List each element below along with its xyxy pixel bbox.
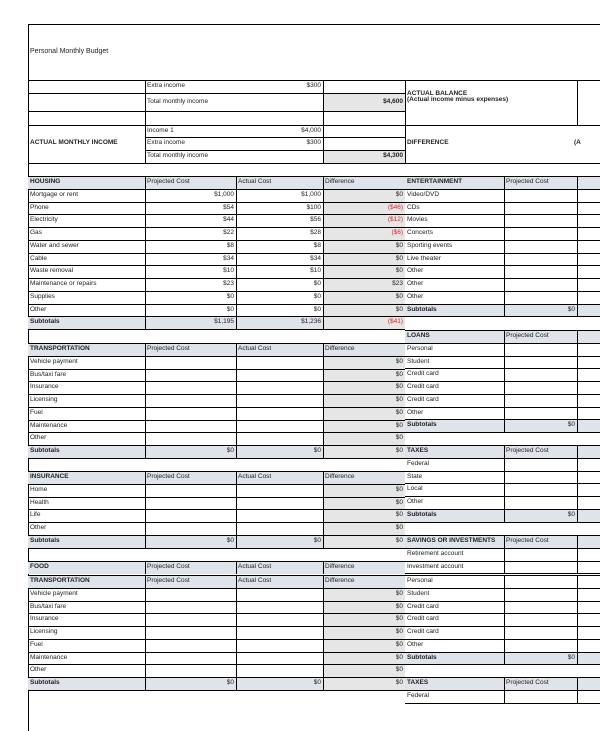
row-label: Fuel [30, 408, 43, 416]
row-label: Cable [30, 254, 47, 262]
grid-line [504, 535, 505, 573]
row-label: Local [407, 485, 423, 493]
grid-line [577, 575, 578, 664]
difference-value: $0 [395, 267, 403, 275]
grid-line [28, 329, 405, 330]
subtotal-difference: ($41) [387, 318, 403, 326]
difference-value: ($6) [391, 229, 403, 236]
total-income-value: $4,600 [383, 98, 403, 105]
col-difference: Difference [325, 563, 355, 570]
row-label: Maintenance or repairs [30, 280, 97, 287]
row-label: Student [407, 589, 430, 597]
difference-value: $0 [395, 589, 403, 597]
actual-value: $10 [310, 267, 321, 275]
actual-value: $8 [313, 241, 321, 249]
row-label: Credit card [407, 602, 439, 610]
grid-line [504, 575, 505, 664]
row-label: Life [30, 511, 41, 519]
grid-line [145, 575, 146, 690]
row-label: Personal [407, 577, 433, 584]
grid-line [145, 343, 146, 458]
grid-line [145, 561, 146, 574]
grid-line [504, 677, 505, 703]
projected-value: $54 [223, 203, 234, 211]
actual-value: $100 [306, 203, 321, 211]
section-title: LOANS [407, 332, 430, 339]
col-projected: Projected Cost [147, 345, 190, 352]
difference-value: (A [574, 139, 581, 146]
projected-value: $0 [226, 292, 234, 300]
subtotal-actual: $0 [313, 536, 321, 544]
difference-value: $0 [395, 254, 403, 262]
col-difference: Difference [325, 345, 355, 352]
grid-line [405, 522, 600, 523]
subtotal-difference: $0 [395, 447, 403, 454]
actual-value: $0 [313, 305, 321, 313]
difference-value: ($46) [387, 203, 403, 211]
difference-value: $0 [395, 396, 403, 403]
subtotal-projected: $0 [226, 447, 234, 454]
col-projected: Projected Cost [147, 178, 190, 185]
projected-value: $22 [223, 229, 234, 236]
projected-value: $1,000 [214, 190, 234, 198]
grid-line [577, 677, 578, 703]
total-income-label: Total monthly income [147, 98, 209, 105]
row-label: Other [30, 524, 47, 531]
col-projected: Projected Cost [506, 447, 549, 454]
grid-line [323, 471, 324, 548]
grid-line [405, 316, 600, 317]
grid-line [405, 80, 406, 125]
grid-line [504, 330, 505, 432]
row-label: Other [407, 280, 424, 287]
subtotal-difference: $0 [395, 679, 403, 686]
row-label: Student [407, 357, 430, 365]
row-label: Licensing [30, 396, 58, 403]
row-label: Bus/taxi fare [30, 602, 67, 610]
row-label: Concerts [407, 229, 434, 236]
row-label: Credit card [407, 615, 439, 623]
difference-value: $0 [395, 666, 403, 674]
subtotal-label: Subtotals [407, 653, 437, 661]
row-label: Vehicle payment [30, 589, 78, 597]
row-label: Fuel [30, 640, 43, 648]
row-label: Federal [407, 459, 430, 467]
total2-value: $4,300 [383, 152, 403, 159]
subtotal-projected: $0 [226, 536, 234, 544]
subtotal-label: Subtotals [407, 510, 437, 518]
grid-line [405, 664, 600, 665]
col-actual: Actual Cost [238, 178, 272, 185]
section-title: TRANSPORTATION [30, 577, 90, 584]
difference-value: $0 [395, 615, 403, 623]
subtotal-value: $0 [567, 653, 575, 661]
row-label: Other [407, 498, 424, 505]
difference-value: $0 [395, 357, 403, 365]
difference-value: $0 [395, 421, 403, 429]
row-label: Federal [407, 691, 430, 699]
grid-line [28, 575, 405, 576]
row-label: Supplies [30, 292, 55, 300]
projected-value: $8 [226, 241, 234, 249]
subtotal-label: Subtotals [30, 318, 60, 326]
income1-label: Income 1 [147, 127, 174, 134]
grid-line [236, 575, 237, 690]
section-title: TAXES [407, 447, 429, 454]
row-label: Live theater [407, 254, 441, 262]
row-label: Video/DVD [407, 190, 440, 198]
grid-line [145, 176, 146, 329]
extra-income-value: $300 [306, 82, 321, 89]
grid-line [405, 445, 600, 446]
actual-value: $0 [313, 292, 321, 300]
row-label: Credit card [407, 370, 439, 378]
extra-income-label: Extra income [147, 82, 185, 89]
grid-line [323, 575, 324, 690]
grid-line [577, 176, 578, 316]
row-label: Gas [30, 229, 42, 236]
row-label: Licensing [30, 628, 58, 635]
row-label: Maintenance [30, 653, 68, 661]
actual-value: $34 [310, 254, 321, 262]
row-label: Other [30, 666, 47, 674]
row-label: Health [30, 498, 49, 506]
row-label: Retirement account [407, 549, 464, 557]
actual-value: $0 [313, 280, 321, 287]
difference-value: $0 [395, 485, 403, 493]
subtotal-actual: $0 [313, 447, 321, 454]
difference-value: $23 [392, 280, 403, 287]
col-projected: Projected Cost [506, 332, 549, 339]
section-title: SAVINGS OR INVESTMENTS [407, 537, 496, 544]
col-actual: Actual Cost [238, 563, 272, 570]
subtotal-value: $0 [567, 305, 575, 313]
difference-value: $0 [395, 653, 403, 661]
difference-value: $0 [395, 511, 403, 519]
projected-value: $44 [223, 216, 234, 224]
col-actual: Actual Cost [238, 577, 272, 584]
row-label: Vehicle payment [30, 357, 78, 365]
section-title: TRANSPORTATION [30, 345, 90, 352]
row-label: Personal [407, 344, 433, 352]
col-projected: Projected Cost [147, 577, 190, 584]
grid-line [405, 176, 600, 177]
row-label: Insurance [30, 615, 59, 623]
grid-line [28, 548, 405, 549]
subtotal-label: Subtotals [30, 536, 60, 544]
grid-line [28, 176, 405, 177]
difference-value: $0 [395, 305, 403, 313]
row-label: Bus/taxi fare [30, 370, 67, 378]
actual-value: $28 [310, 229, 321, 236]
section-title: HOUSING [30, 178, 61, 185]
difference-label: DIFFERENCE [407, 139, 449, 146]
food-title: FOOD [30, 563, 49, 570]
col-difference: Difference [325, 577, 355, 584]
grid-line [28, 690, 405, 691]
subtotal-label: Subtotals [30, 447, 60, 454]
actual-balance-label: ACTUAL BALANCE [407, 90, 468, 97]
row-label: Credit card [407, 383, 439, 390]
extra-income2-label: Extra income [147, 139, 185, 146]
grid-line [577, 80, 578, 125]
total2-label: Total monthly income [147, 152, 209, 159]
row-label: Credit card [407, 395, 439, 403]
grid-line [28, 561, 405, 562]
difference-value: $0 [395, 370, 403, 378]
grid-line [577, 445, 578, 522]
difference-value: $0 [395, 628, 403, 635]
extra-income2-value: $300 [306, 139, 321, 146]
difference-value: $0 [395, 408, 403, 416]
col-projected: Projected Cost [506, 679, 549, 686]
row-label: Credit card [407, 628, 439, 635]
grid-line [28, 471, 405, 472]
grid-line [145, 471, 146, 548]
grid-line [405, 432, 600, 433]
row-label: Sporting events [407, 241, 453, 249]
row-label: Other [30, 434, 47, 442]
actual-value: $1,000 [301, 190, 321, 198]
col-difference: Difference [325, 473, 355, 480]
row-label: Other [30, 305, 47, 313]
difference-value: $0 [395, 434, 403, 442]
grid-line [145, 125, 146, 163]
grid-line [504, 445, 505, 522]
section-title: ENTERTAINMENT [407, 178, 463, 185]
grid-line [405, 125, 406, 163]
grid-line [405, 677, 600, 678]
grid-line [28, 93, 405, 94]
row-label: Maintenance [30, 421, 68, 429]
actual-balance-sub: (Actual income minus expenses) [407, 96, 509, 103]
difference-value: $0 [395, 190, 403, 198]
row-label: Movies [407, 216, 428, 224]
row-label: Electricity [30, 216, 58, 224]
col-actual: Actual Cost [238, 345, 272, 352]
grid-line [236, 471, 237, 548]
difference-value: $0 [395, 498, 403, 506]
section-title: TAXES [407, 679, 429, 686]
row-label: CDs [407, 203, 420, 211]
projected-value: $34 [223, 254, 234, 262]
row-label: Phone [30, 203, 49, 211]
col-projected: Projected Cost [147, 473, 190, 480]
projected-value: $23 [223, 280, 234, 287]
grid-line [504, 176, 505, 316]
col-difference: Difference [325, 178, 355, 185]
income1-value: $4,000 [301, 127, 321, 134]
subtotal-label: Subtotals [407, 305, 437, 313]
grid-line [323, 343, 324, 458]
col-projected: Projected Cost [506, 178, 549, 185]
row-label: Other [407, 267, 424, 275]
grid-line [323, 176, 324, 329]
row-label: Waste removal [30, 267, 74, 275]
difference-value: $0 [395, 640, 403, 648]
grid-line [577, 535, 578, 573]
row-label: Mortgage or rent [30, 190, 79, 198]
row-label: Insurance [30, 383, 59, 391]
col-projected: Projected Cost [506, 537, 549, 544]
actual-value: $56 [310, 216, 321, 224]
page-title: Personal Monthly Budget [30, 48, 109, 55]
col-projected: Projected Cost [147, 563, 190, 570]
subtotal-difference: $0 [395, 536, 403, 544]
grid-line [236, 343, 237, 458]
grid-line [28, 458, 405, 459]
grid-line [577, 330, 578, 432]
difference-value: $0 [395, 241, 403, 249]
col-actual: Actual Cost [238, 473, 272, 480]
difference-value: $0 [395, 383, 403, 391]
subtotal-projected: $1,195 [214, 318, 234, 326]
grid-line [323, 561, 324, 574]
grid-line [28, 111, 405, 112]
difference-value: ($12) [387, 216, 403, 224]
row-label: Other [407, 408, 424, 416]
difference-value: $0 [395, 292, 403, 300]
subtotal-label: Subtotals [407, 421, 437, 429]
row-label: State [407, 472, 423, 480]
grid-line [145, 80, 146, 125]
subtotal-label: Subtotals [30, 679, 60, 686]
projected-value: $0 [226, 305, 234, 313]
row-label: Home [30, 485, 48, 493]
row-label: Investment account [407, 562, 464, 570]
grid-line [405, 330, 600, 331]
grid-line [236, 561, 237, 574]
subtotal-projected: $0 [226, 679, 234, 686]
grid-line [405, 703, 600, 704]
subtotal-value: $0 [567, 510, 575, 518]
grid-line [236, 176, 237, 329]
subtotal-actual: $0 [313, 679, 321, 686]
row-label: Other [407, 292, 424, 300]
row-label: Other [407, 640, 424, 648]
subtotal-actual: $1,236 [301, 318, 321, 326]
subtotal-value: $0 [567, 421, 575, 429]
row-label: Water and sewer [30, 241, 79, 249]
grid-line [28, 163, 600, 164]
actual-monthly-income-label: ACTUAL MONTHLY INCOME [30, 139, 118, 146]
difference-value: $0 [395, 602, 403, 610]
projected-value: $10 [223, 267, 234, 275]
section-title: INSURANCE [30, 473, 69, 480]
difference-value: $0 [395, 524, 403, 531]
grid-line [28, 343, 405, 344]
grid-line [405, 535, 600, 536]
